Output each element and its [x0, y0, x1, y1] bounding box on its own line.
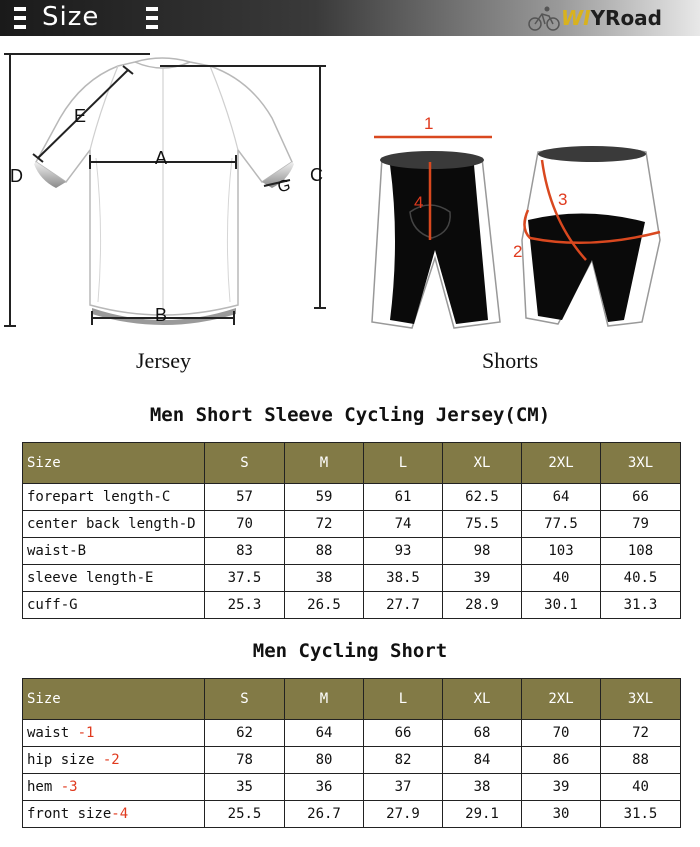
table-header-row: [23, 443, 681, 484]
cell: 31.3: [601, 592, 681, 619]
row-label: center back length-D: [23, 511, 205, 538]
marker-b: B: [155, 305, 168, 325]
cell: 64: [285, 720, 364, 747]
cell: 70: [522, 720, 601, 747]
marker-g: G: [275, 176, 293, 197]
header-cell: XL: [443, 443, 522, 484]
cell: 62.5: [443, 484, 522, 511]
brand-logo: [527, 4, 662, 32]
table-row: [23, 747, 681, 774]
cell: 39: [522, 774, 601, 801]
cell: 40: [522, 565, 601, 592]
cell: 62: [205, 720, 285, 747]
header-cell: 3XL: [601, 443, 681, 484]
header-cell: 2XL: [522, 443, 601, 484]
cyclist-icon: [527, 4, 561, 32]
table-row: [23, 774, 681, 801]
table-row: [23, 720, 681, 747]
shorts-front: [372, 151, 500, 328]
header-cell: S: [205, 679, 285, 720]
table-row: [23, 565, 681, 592]
marker-2: 2: [513, 242, 523, 261]
cell: 70: [205, 511, 285, 538]
cell: 37: [364, 774, 443, 801]
cell: 25.5: [205, 801, 285, 828]
cell: 66: [364, 720, 443, 747]
cell: 74: [364, 511, 443, 538]
cell: 30.1: [522, 592, 601, 619]
menu-bars-icon: [146, 7, 158, 29]
cell: 108: [601, 538, 681, 565]
header-cell: XL: [443, 679, 522, 720]
row-label: hem -3: [23, 774, 205, 801]
cell: 26.7: [285, 801, 364, 828]
cell: 57: [205, 484, 285, 511]
row-label: cuff-G: [23, 592, 205, 619]
jersey-table-title: Men Short Sleeve Cycling Jersey(CM): [149, 404, 551, 426]
shorts-table-title: Men Cycling Short: [252, 640, 448, 662]
cell: 40: [601, 774, 681, 801]
cell: 72: [601, 720, 681, 747]
header-cell: 3XL: [601, 679, 681, 720]
jersey-label: Jersey: [136, 348, 191, 373]
jersey-diagram: [0, 40, 350, 340]
menu-bars-icon: [14, 7, 26, 29]
cell: 64: [522, 484, 601, 511]
header-cell: L: [364, 443, 443, 484]
cell: 78: [205, 747, 285, 774]
marker-1: 1: [424, 114, 434, 133]
marker-d: D: [10, 166, 23, 186]
cell: 68: [443, 720, 522, 747]
cell: 80: [285, 747, 364, 774]
table-row: [23, 538, 681, 565]
table-row: [23, 511, 681, 538]
cell: 27.9: [364, 801, 443, 828]
cell: 26.5: [285, 592, 364, 619]
table-row: [23, 592, 681, 619]
cell: 77.5: [522, 511, 601, 538]
header-bar: [0, 0, 700, 36]
shorts-diagram: [360, 110, 680, 335]
cell: 40.5: [601, 565, 681, 592]
cell: 86: [522, 747, 601, 774]
cell: 29.1: [443, 801, 522, 828]
cell: 35: [205, 774, 285, 801]
marker-3: 3: [558, 190, 568, 209]
row-label: forepart length-C: [23, 484, 205, 511]
cell: 72: [285, 511, 364, 538]
row-label: hip size -2: [23, 747, 205, 774]
cell: 79: [601, 511, 681, 538]
marker-e: E: [74, 106, 87, 126]
page-title: Size: [42, 2, 100, 32]
brand-mark: WI: [561, 6, 591, 30]
cell: 38: [285, 565, 364, 592]
table-header-row: [23, 679, 681, 720]
cell: 28.9: [443, 592, 522, 619]
cell: 37.5: [205, 565, 285, 592]
row-label: front size-4: [23, 801, 205, 828]
cell: 88: [285, 538, 364, 565]
cell: 83: [205, 538, 285, 565]
cell: 66: [601, 484, 681, 511]
header-cell: S: [205, 443, 285, 484]
cell: 88: [601, 747, 681, 774]
cell: 61: [364, 484, 443, 511]
cell: 27.7: [364, 592, 443, 619]
marker-4: 4: [414, 193, 424, 212]
brand-name: YRoad: [590, 6, 662, 30]
shorts-size-table: [22, 678, 681, 828]
cell: 75.5: [443, 511, 522, 538]
header-cell: Size: [23, 679, 205, 720]
cell: 25.3: [205, 592, 285, 619]
header-cell: M: [285, 443, 364, 484]
header-cell: L: [364, 679, 443, 720]
row-label: waist-B: [23, 538, 205, 565]
cell: 82: [364, 747, 443, 774]
cell: 93: [364, 538, 443, 565]
marker-c: C: [310, 165, 323, 185]
cell: 31.5: [601, 801, 681, 828]
header-cell: 2XL: [522, 679, 601, 720]
jersey-size-table: [22, 442, 681, 619]
marker-a: A: [155, 148, 168, 168]
header-cell: M: [285, 679, 364, 720]
table-row: [23, 801, 681, 828]
header-cell: Size: [23, 443, 205, 484]
table-row: [23, 484, 681, 511]
row-label: waist -1: [23, 720, 205, 747]
cell: 59: [285, 484, 364, 511]
cell: 36: [285, 774, 364, 801]
cell: 38: [443, 774, 522, 801]
cell: 84: [443, 747, 522, 774]
cell: 39: [443, 565, 522, 592]
cell: 103: [522, 538, 601, 565]
cell: 38.5: [364, 565, 443, 592]
row-label: sleeve length-E: [23, 565, 205, 592]
shorts-label: Shorts: [482, 348, 539, 373]
cell: 98: [443, 538, 522, 565]
jersey-body: [34, 58, 294, 325]
cell: 30: [522, 801, 601, 828]
